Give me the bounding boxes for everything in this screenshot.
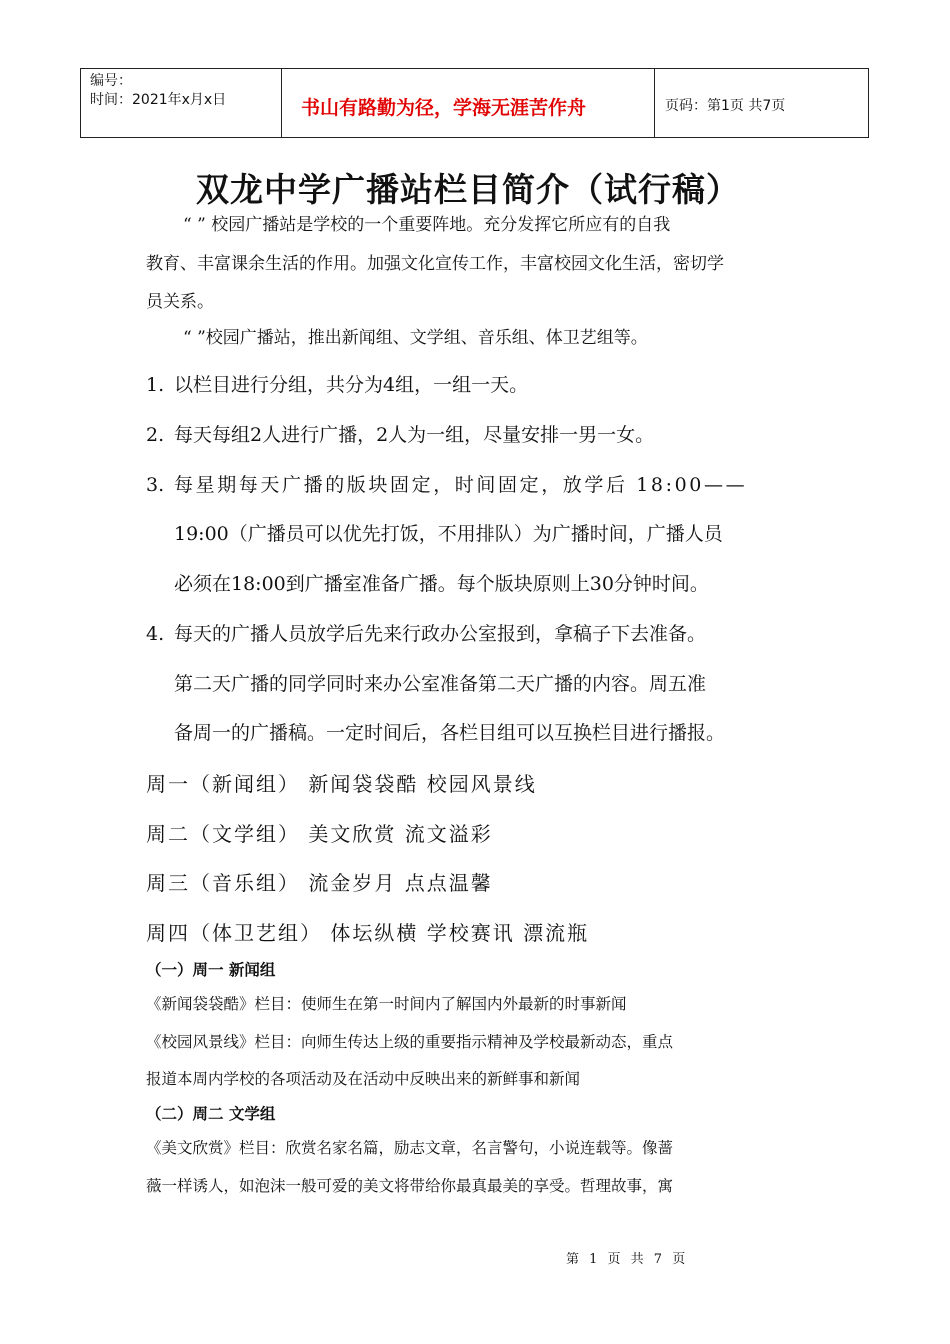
rule-item bbox=[146, 619, 706, 646]
section-line: 《美文欣赏》栏目：欣赏名家名篇，励志文章，名言警句，小说连载等。像蔷 bbox=[146, 1139, 674, 1157]
intro-line: 教育、丰富课余生活的作用。加强文化宣传工作，丰富校园文化生活，密切学 bbox=[146, 254, 724, 274]
motto-text: 书山有路勤为径，学海无涯苦作舟 bbox=[301, 97, 587, 119]
rule-text: 以栏目进行分组，共分为4组，一组一天。 bbox=[174, 374, 529, 396]
intro-line: 员关系。 bbox=[146, 292, 214, 312]
schedule-line: 周二（文学组） 美文欣赏 流文溢彩 bbox=[146, 822, 493, 846]
rule-text: 每星期每天广播的版块固定，时间固定，放学后 18:00—— bbox=[174, 474, 748, 496]
intro-line: “ ”校园广播站，推出新闻组、文学组、音乐组、体卫艺组等。 bbox=[183, 328, 648, 348]
rule-number: 4. bbox=[146, 623, 165, 645]
rule-text: 第二天广播的同学同时来办公室准备第二天广播的内容。周五准 bbox=[174, 673, 707, 695]
header-divider bbox=[80, 69, 81, 137]
rule-number: 3. bbox=[146, 474, 165, 496]
section-line: 薇一样诱人，如泡沫一般可爱的美文将带给你最真最美的享受。哲理故事，寓 bbox=[146, 1177, 674, 1195]
section-line: 报道本周内学校的各项活动及在活动中反映出来的新鲜事和新闻 bbox=[146, 1070, 581, 1088]
serial-label: 编号： bbox=[90, 73, 132, 89]
page-label: 页码：第1页 共7页 bbox=[665, 98, 786, 114]
rule-text: 每天的广播人员放学后先来行政办公室报到，拿稿子下去准备。 bbox=[174, 623, 707, 645]
rule-text: 19:00（广播员可以优先打饭，不用排队）为广播时间，广播人员 bbox=[174, 523, 723, 545]
rule-item bbox=[146, 420, 654, 447]
schedule-line: 周四（体卫艺组） 体坛纵横 学校赛讯 漂流瓶 bbox=[146, 921, 590, 945]
rule-item bbox=[146, 470, 747, 497]
header-divider bbox=[281, 69, 282, 137]
rule-text: 每天每组2人进行广播，2人为一组，尽量安排一男一女。 bbox=[174, 424, 655, 446]
section-heading: （一）周一 新闻组 bbox=[146, 961, 276, 979]
rule-number: 1. bbox=[146, 374, 165, 396]
rule-item bbox=[146, 370, 528, 397]
date-label: 时间：2021年x月x日 bbox=[90, 92, 227, 108]
header-divider bbox=[654, 69, 655, 137]
rule-number: 2. bbox=[146, 424, 165, 446]
rule-text: 必须在18:00到广播室准备广播。每个版块原则上30分钟时间。 bbox=[174, 573, 709, 595]
rule-text: 备周一的广播稿。一定时间后，各栏目组可以互换栏目进行播报。 bbox=[174, 722, 726, 744]
page-title: 双龙中学广播站栏目简介（试行稿） bbox=[196, 170, 740, 209]
page-footer: 第 1 页 共 7 页 bbox=[566, 1252, 689, 1267]
section-heading: （二）周二 文学组 bbox=[146, 1105, 276, 1123]
header-divider bbox=[868, 69, 869, 137]
intro-line: “ ” 校园广播站是学校的一个重要阵地。充分发挥它所应有的自我 bbox=[183, 215, 671, 235]
schedule-line: 周三（音乐组） 流金岁月 点点温馨 bbox=[146, 871, 493, 895]
section-line: 《校园风景线》栏目：向师生传达上级的重要指示精神及学校最新动态，重点 bbox=[146, 1033, 674, 1051]
document-header bbox=[80, 68, 869, 138]
schedule-line: 周一（新闻组） 新闻袋袋酷 校园风景线 bbox=[146, 772, 537, 796]
section-line: 《新闻袋袋酷》栏目：使师生在第一时间内了解国内外最新的时事新闻 bbox=[146, 995, 627, 1013]
